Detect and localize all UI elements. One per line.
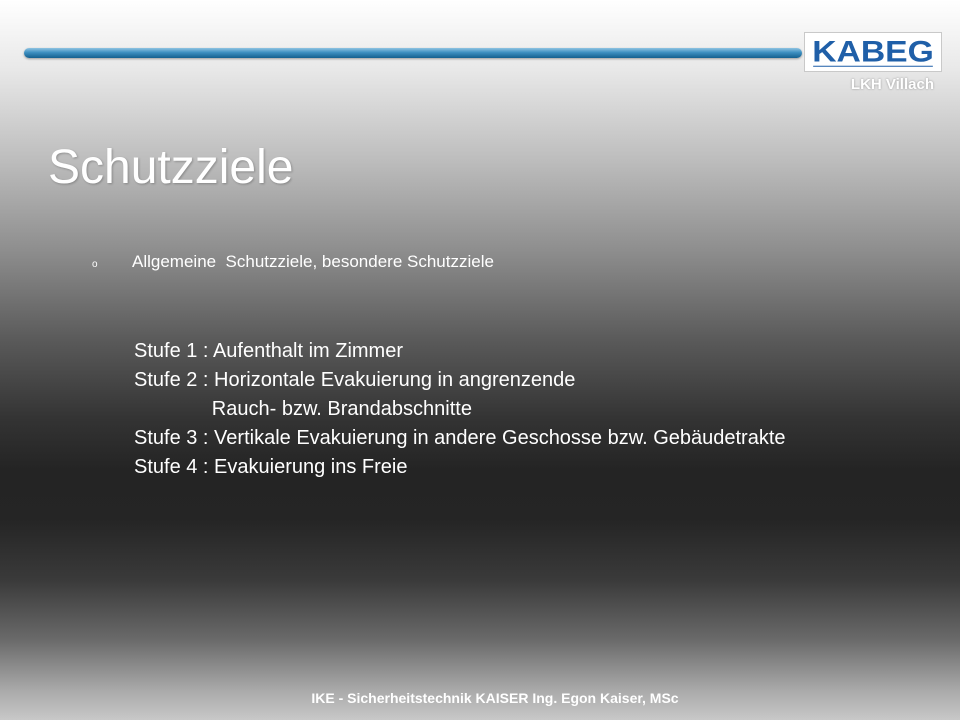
svg-text:KABEG: KABEG	[812, 35, 934, 69]
stage-list	[134, 337, 786, 482]
bullet-item	[92, 252, 494, 272]
slide-title: Schutzziele	[48, 141, 294, 194]
stage-line-1: Stufe 1 : Aufenthalt im Zimmer	[134, 340, 403, 362]
footer-text: IKE - Sicherheitstechnik KAISER Ing. Egon Kaiser, MSc	[311, 690, 679, 706]
stage-line-2-continued: Rauch- bzw. Brandabschnitte	[134, 398, 472, 420]
stage-line-3: Stufe 3 : Vertikale Evakuierung in andere Geschosse bzw. Gebäudetrakte	[134, 427, 786, 449]
stage-line-4: Stufe 4 : Evakuierung ins Freie	[134, 456, 408, 478]
stage-line-2: Stufe 2 : Horizontale Evakuierung in angrenzende	[134, 369, 576, 391]
bullet-marker: o	[92, 259, 98, 270]
logo-subtitle: LKH Villach	[850, 76, 934, 93]
bullet-text: Allgemeine Schutzziele, besondere Schutzziele	[132, 252, 494, 271]
header-accent-bar	[24, 48, 802, 58]
kabeg-logo	[804, 32, 942, 72]
